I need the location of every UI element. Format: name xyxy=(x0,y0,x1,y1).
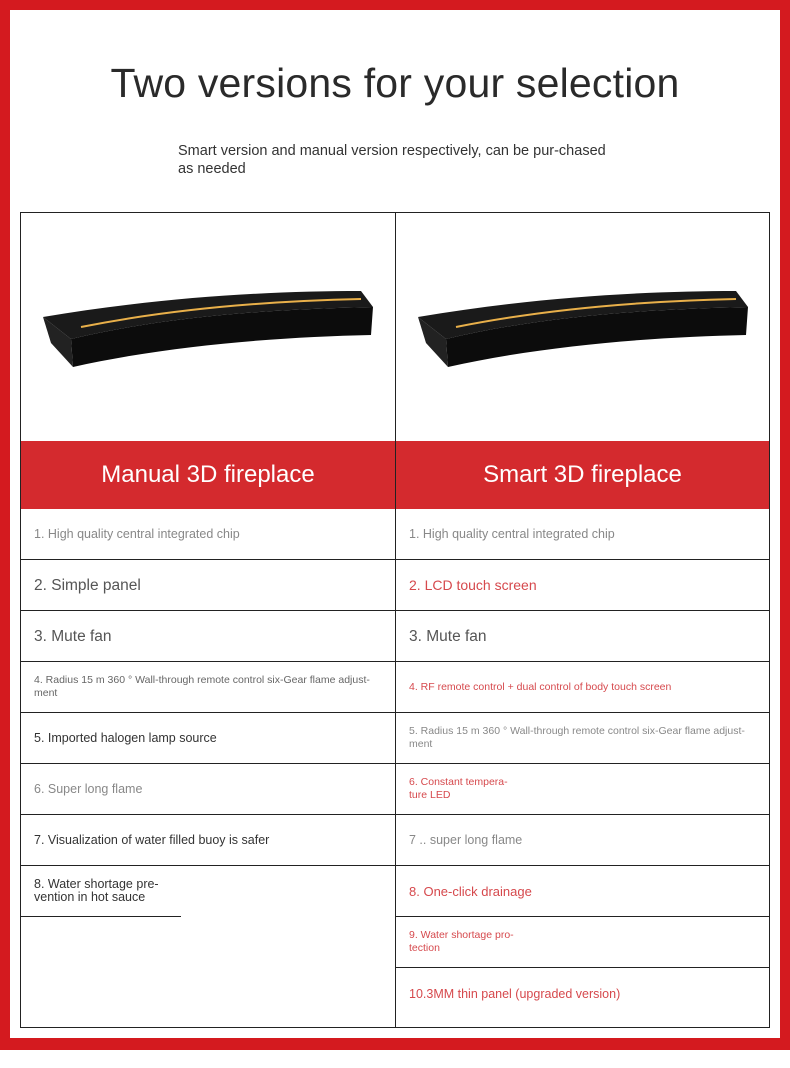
manual-feature-list xyxy=(21,509,395,917)
manual-feature-4: 4. Radius 15 m 360 ° Wall-through remote control six-Gear flame adjust-ment xyxy=(21,662,395,713)
page-subtitle: Smart version and manual version respectively, can be pur-chased as needed xyxy=(178,143,606,177)
comparison-table xyxy=(20,212,770,1028)
smart-fireplace-image xyxy=(396,213,769,441)
smart-feature-3: 3. Mute fan xyxy=(396,611,769,662)
page-title: Two versions for your selection xyxy=(110,60,680,106)
manual-feature-7: 7. Visualization of water filled buoy is safer xyxy=(21,815,395,866)
smart-feature-8: 8. One-click drainage xyxy=(396,866,769,917)
manual-feature-6: 6. Super long flame xyxy=(21,764,395,815)
fireplace-icon xyxy=(416,289,751,369)
smart-feature-10: 10.3MM thin panel (upgraded version) xyxy=(409,986,621,1001)
smart-feature-6: 6. Constant tempera-ture LED xyxy=(396,764,769,815)
smart-feature-7: 7 .. super long flame xyxy=(396,815,769,866)
manual-feature-8: 8. Water shortage pre-vention in hot sauce xyxy=(21,866,181,917)
manual-feature-2: 2. Simple panel xyxy=(21,560,395,611)
manual-version-column xyxy=(21,213,396,1027)
smart-feature-4: 4. RF remote control + dual control of body touch screen xyxy=(396,662,769,713)
smart-version-column xyxy=(396,213,769,1027)
fireplace-icon xyxy=(41,289,376,369)
smart-heading-band: Smart 3D fireplace xyxy=(396,441,769,509)
manual-feature-5: 5. Imported halogen lamp source xyxy=(21,713,395,764)
manual-feature-3: 3. Mute fan xyxy=(21,611,395,662)
smart-feature-9: 9. Water shortage pro-tection xyxy=(396,917,769,968)
manual-fireplace-image xyxy=(21,213,395,441)
manual-heading-band: Manual 3D fireplace xyxy=(21,441,395,509)
smart-feature-5: 5. Radius 15 m 360 ° Wall-through remote control six-Gear flame adjust-ment xyxy=(396,713,769,764)
smart-feature-list xyxy=(396,509,769,1020)
smart-feature-2: 2. LCD touch screen xyxy=(396,560,769,611)
smart-feature-1: 1. High quality central integrated chip xyxy=(396,509,769,560)
manual-feature-1: 1. High quality central integrated chip xyxy=(21,509,395,560)
